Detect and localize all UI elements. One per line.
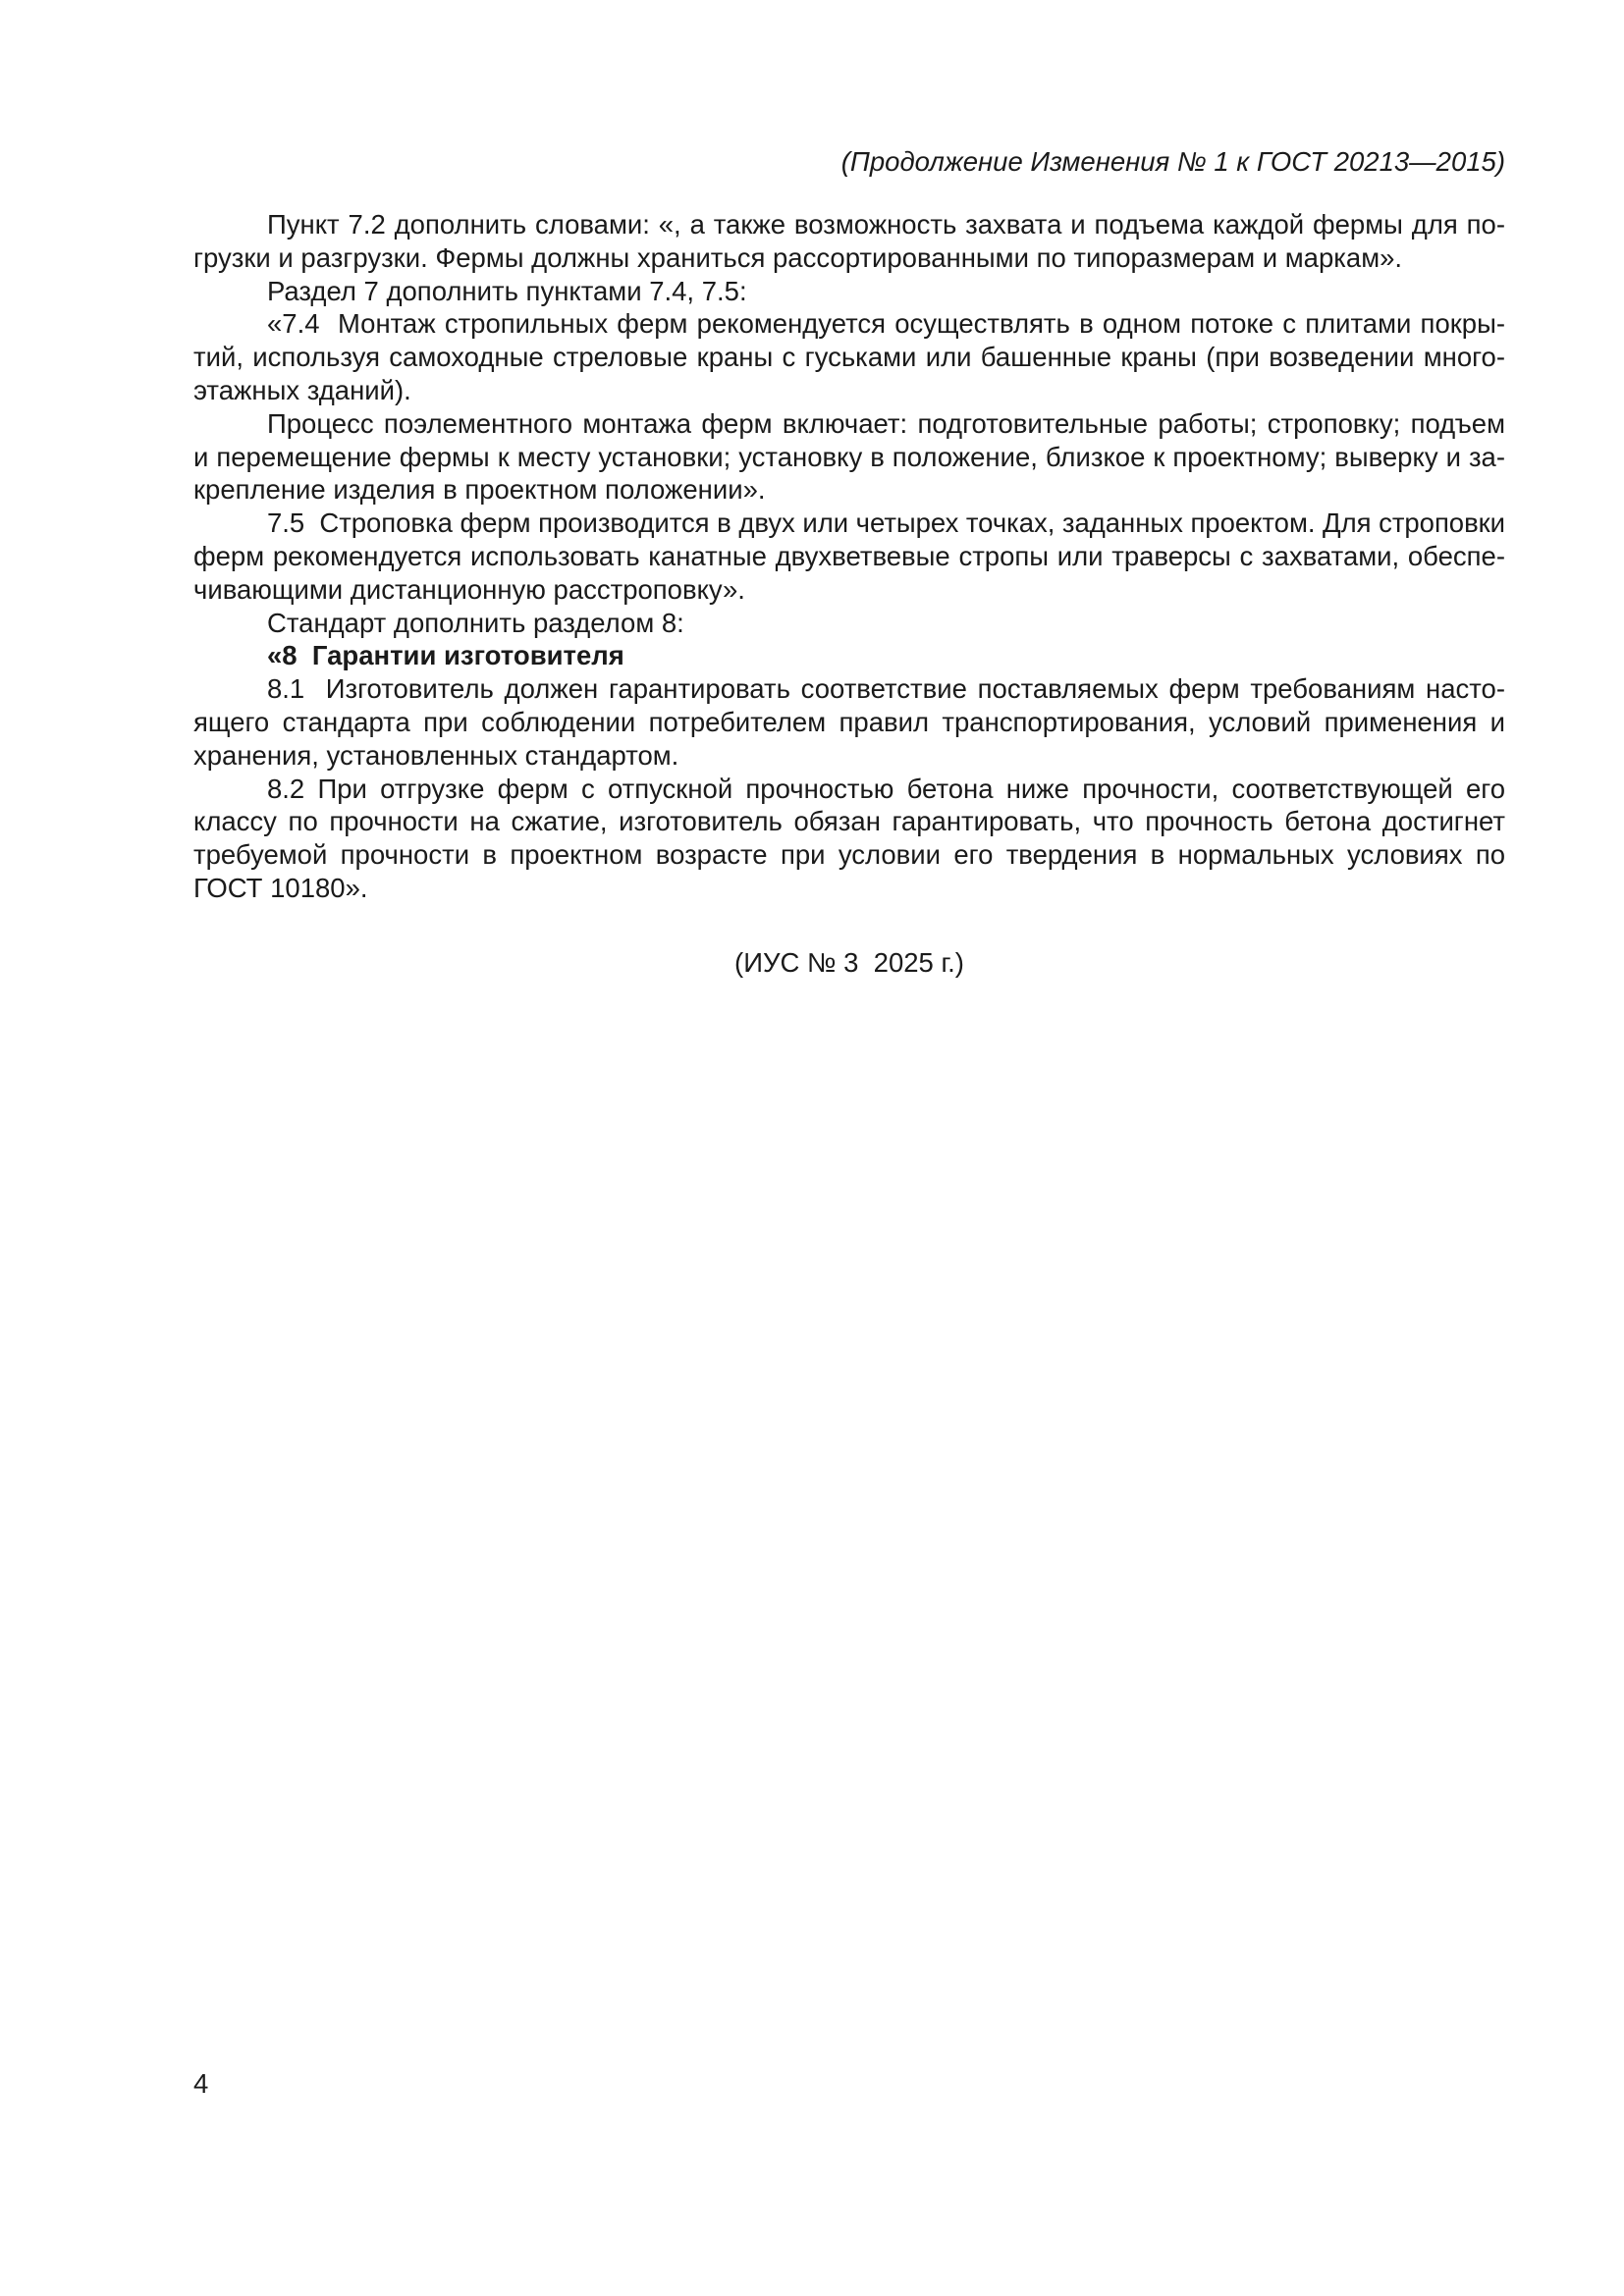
section-heading (193, 639, 1505, 672)
text-line: тий, используя самоходные стреловые краны с гуськами или башенные краны (при возведении много- (193, 342, 1505, 373)
text-line: хранения, установленных стандартом. (193, 739, 679, 771)
paragraph (193, 507, 1505, 606)
paragraph (193, 407, 1505, 507)
text-line: «7.4 Монтаж стропильных ферм рекомендуется осуществлять в одном потоке с плитами покры- (267, 308, 1505, 340)
text-line: ящего стандарта при соблюдении потребителем правил транспортирования, условий применения и (193, 706, 1505, 737)
page-number: 4 (193, 2068, 209, 2099)
text-line: грузки и разгрузки. Фермы должны храниться рассортированными по типоразмерам и маркам». (193, 241, 1403, 273)
text-line: чивающими дистанционную расстроповку». (193, 573, 745, 605)
paragraph (193, 773, 1505, 905)
text-line: Процесс поэлементного монтажа ферм включает: подготовительные работы; строповку; подъем (267, 407, 1505, 439)
paragraphs-container (193, 208, 1505, 905)
paragraph (193, 275, 1505, 308)
text-line: классу по прочности на сжатие, изготовитель обязан гарантировать, что прочность бетона достигнет (193, 806, 1505, 837)
text-line: ГОСТ 10180». (193, 872, 368, 903)
paragraph (193, 672, 1505, 772)
text-line: этажных зданий). (193, 374, 411, 405)
text-line: и перемещение фермы к месту установки; установку в положение, близкое к проектному; выверку и за- (193, 441, 1505, 472)
text-line: «8 Гарантии изготовителя (267, 640, 624, 671)
text-line: крепление изделия в проектном положении». (193, 474, 766, 506)
paragraph (193, 607, 1505, 640)
text-line: ферм рекомендуется использовать канатные двухветвевые стропы или траверсы с захватами, обеспе- (193, 540, 1505, 571)
text-line: Раздел 7 дополнить пунктами 7.4, 7.5: (267, 275, 747, 306)
text-line: требуемой прочности в проектном возрасте при условии его твердения в нормальных условиях по (193, 839, 1505, 871)
text-line: Пункт 7.2 дополнить словами: «, а также возможность захвата и подъема каждой фермы для по- (267, 209, 1505, 240)
document-body (193, 208, 1505, 980)
paragraph (193, 307, 1505, 406)
ius-note: (ИУС № 3 2025 г.) (734, 946, 964, 978)
running-title: (Продолжение Изменения № 1 к ГОСТ 20213—2015) (840, 146, 1505, 177)
paragraph (193, 208, 1505, 275)
text-line: Стандарт дополнить разделом 8: (267, 607, 684, 638)
text-line: 8.1 Изготовитель должен гарантировать соответствие поставляемых ферм требованиям насто- (267, 673, 1505, 705)
text-line: 7.5 Строповка ферм производится в двух или четырех точках, заданных проектом. Для строповки (267, 507, 1505, 539)
text-line: 8.2 При отгрузке ферм с отпускной прочностью бетона ниже прочности, соответствующей его (267, 773, 1505, 804)
